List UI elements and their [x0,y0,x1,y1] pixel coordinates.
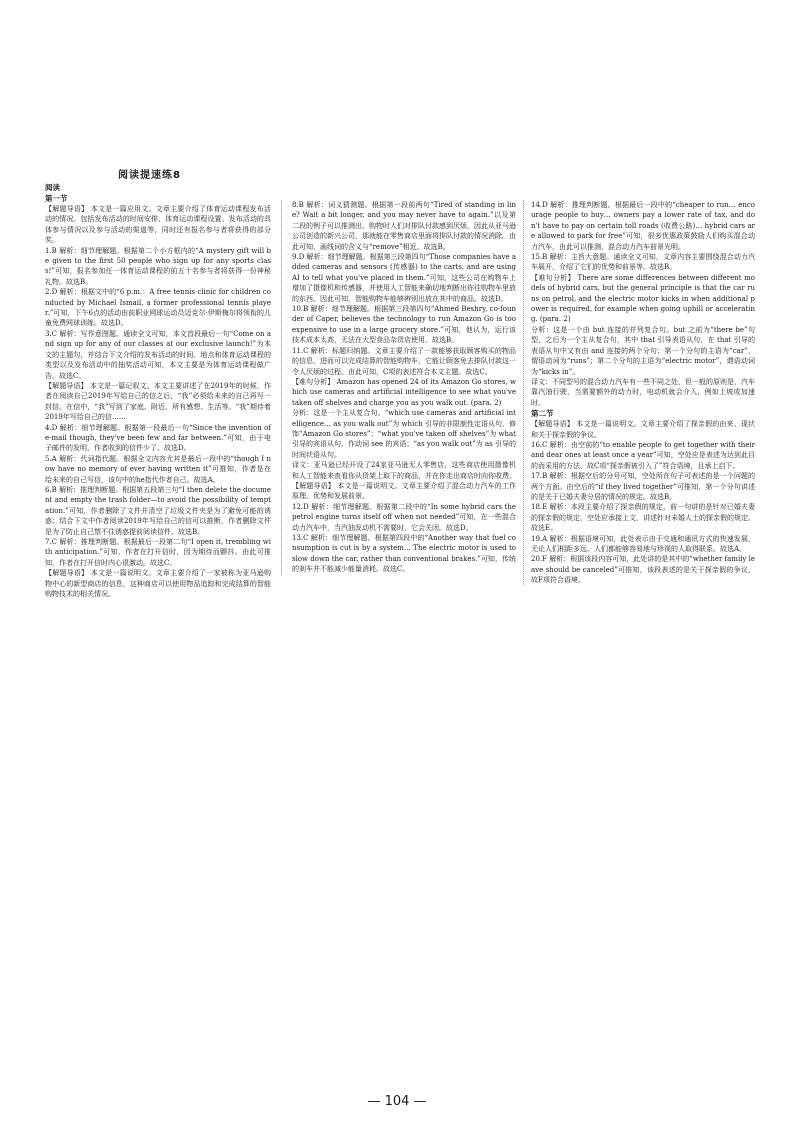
answer-paragraph: 16.C 解析：由空前的“to enable people to get together with their and dear ones at least once a year”可知，空处应是表述为达到此目的而采用的方法，故C项“探亲假被引入了”符合语境，且承上启下。 [531,440,755,470]
answer-paragraph: 5.A 解析：代词指代题。根据全文内容尤其是最后一段中的“though I now have no memory of ever having written it”可推知，作者是在给未来的自己写信，该句中的he指代作者自己。故选A。 [45,454,271,484]
part-heading: 第一节 [45,194,68,203]
answer-paragraph: 【难句分析】 There are some differences between different models of hybrid cars, but the general principle is that the car runs on petrol, and the electric motor kicks in when additional power is required, for example when going uphill or accelerating. (para. 2) [531,273,755,324]
answer-paragraph: 8.B 解析：词义猜测题。根据第一段前两句“Tired of standing in line? Wait a bit longer, and you may never have to again.”以及第二段的例子可以推测出，购物时人们对排队付款感到厌烦，因此从亚马逊公司创造的新兴公司，那就能在零售商店里面将排队付款的情况消除。由此可知，画线词的含义与“remove”相近。故选B。 [292,201,516,251]
answer-paragraph: 12.D 解析：细节理解题。根据第二段中的“In some hybrid cars the petrol engine turns itself off when not needed”可知，在一些混合动力汽车中，当汽油发动机不需要时，它会关闭。故选D。 [292,502,516,532]
page-title: 阅读提速练8 [118,170,181,181]
answer-paragraph: 10.B 解析：细节理解题。根据第三段第四句“Ahmed Beshry, co-founder of Caper, believes the technology to run Amazon Go is too expensive to use in a large grocery store.”可知，他认为，运行该技术成本太高，无法在大型食品杂货店使用。故选B。 [292,305,516,345]
answer-paragraph: 译文：亚马逊已经开设了24家亚马逊无人零售店，这些商店使用摄像机和人工智能来查看你从货架上取下的商品，并在你走出商店时向你收费。 [292,461,516,480]
answer-paragraph: 【解题导语】 本文是一篇应用文。文章主要介绍了体育运动课程发布活动的情况。包括发布活动的时间安排、体育运动课程设置、发布活动的具体参与情况以及参与活动的渠道等，同时还有报名参与者将获得的部分奖。 [45,205,271,245]
answer-paragraph: 15.B 解析：主旨大意题。通读全文可知，文章内容主要围绕混合动力汽车展开，介绍了它们的优势和前景等。故选B。 [531,253,755,272]
page-number: — 104 — [367,1094,427,1109]
answer-paragraph: 【解题导语】 本文是一篇说明文。文章主要介绍了一家被称为亚马逊购物中心的新型商店的信息，这种商店可以使用物品追踪和完成结算的智能购物技术的相关情况。 [45,569,271,599]
column-middle [292,200,516,575]
answer-paragraph: 6.B 解析：推理判断题。根据第五段第三句“I then delete the document and empty the trash folder—to avoid the possibility of temptation.”可知，作者删除了文件并清空了垃圾文件夹是为了避免可能的诱惑；结合下文中作者阅读2019年写给自己的信可以推断，作者删除文件是为了防止自己禁不住诱惑提前阅读信件。故选B。 [45,485,271,536]
answer-paragraph: 1.B 解析：细节理解题。根据第二个小方框内的“A mystery gift will be given to the first 50 people who sign up for any sports class!”可知，报名参加任一体育运动课程的前五十名参与者将获得一份神秘礼物。故选B。 [45,246,271,286]
answer-paragraph: 【解题导语】 本文是一篇记叙文。本文主要讲述了在2019年的时候，作者在阅读自己2019年写给自己的信之后，“我”必须给未来的自己再写一封信。在信中，“我”写到了家庭、附近、所有感想、生活等。“我”期待着2019年写给自己的信…… [45,381,271,422]
answer-paragraph: 18.E 解析：本段主要介绍了探亲假的规定，前一句讲的是针对已婚夫妻的探亲假的规定，空处应承接上文，讲述针对未婚人士的探亲假的规定。故选E。 [531,503,755,533]
answer-paragraph: 译文：不同型号的混合动力汽车有一些不同之处，但一般的原则是，汽车靠汽油行驶，当需要额外的动力时，电动机就会介入，例如上坡或加速时。 [531,377,755,407]
answer-paragraph: 13.C 解析：细节理解题。根据第四段中的“Another way that fuel consumption is cut is by a system… The electric motor is used to slow down the car, rather than conventional brakes.”可知，传统的刹车并不能减少能量消耗。故选C。 [292,534,516,574]
answer-paragraph: 17.B 解析：根据空后的分号可知，空处所在句子可表述的是一个问题的两个方面。由空后的“if they lived together”可推知，第一个分句讲述的是关于已婚夫妻分居的情况的规定。故选B。 [531,472,755,501]
answer-paragraph: 9.D 解析：细节理解题。根据第三段第四句“Those companies have added cameras and sensors (传感器) to the carts, and are using AI to tell what you've placed in them.”可知，这些公司在购物车上增加了摄像机和传感器，并使用人工智能来确切地判断出你往购物车里放的东西。因此可知，智能购物车能够辨别出放在其中的商品。故选D。 [292,253,516,303]
answer-paragraph: 2.D 解析：根据文中的“6 p.m.：A free tennis clinic for children conducted by Michael Ismail, a former professional tennis player.”可知，下午6点的活动由前职业网球运动员迈克尔·伊斯梅尔将领衔的儿童免费网球训练。故选D。 [45,288,271,328]
column-right [531,200,755,586]
answer-paragraph: 分析：这是一个主从复合句。“which use cameras and artificial intelligence… as you walk out”为 which 引导的非限制性定语从句，修饰“Amazon Go stores”；“what you've taken off shelves”为 what 引导的宾语从句，作动词 see 的宾语；“as you walk out”为 as 引导的时间状语从句。 [292,409,516,459]
answer-paragraph: 【难句分析】 Amazon has opened 24 of its Amazon Go stores, which use cameras and artificial intelligence to see what you've taken off shelves and charge you as you walk out. (para. 2) [292,377,516,407]
section-heading: 阅读 [45,183,60,192]
answer-paragraph: 14.D 解析：推理判断题。根据最后一段中的“cheaper to run… encourage people to buy… owners pay a lower rate of tax, and don't have to pay on certain toll roads (收费公路)… hybrid cars are allowed to park for free”可知，很多优惠政策鼓励人们购买混合动力汽车，由此可以推测，混合动力汽车前景光明。 [531,201,755,251]
answer-paragraph: 19.A 解析：根据语境可知，此处表示由于交通和通讯方式的快速发展，无论人们相距多远，人们都能够容易地与珍视的人取得联系。故选A。 [531,534,755,553]
part-heading: 第二节 [531,409,554,419]
answer-paragraph: 3.C 解析：写作意图题。通读全文可知，本文首段最后一句“Come on and sign up for any of our classes at our exclusive launch!”为本文的主题句，并结合下文介绍的发布活动的时间、地点和体育运动课程的类型以及发布活动中的抽奖活动可知，本文主要是为体育运动课程做广告。故选C。 [45,329,271,380]
answer-paragraph: 4.D 解析：细节理解题。根据第一段最后一句“Since the invention of e-mail though, they've been few and far between.”可知，由于电子邮件的发明，作者收到的信件少了。故选D。 [45,423,271,453]
answer-paragraph: 分析：这是一个由 but 连接的并列复合句。but 之前为“there be”句型，之后为一个主从复合句，其中 that 引导表语从句，在 that 引导的表语从句中又有由 and 连接的两个分句；第一个分句的主语为“car”，谓语动词为“runs”；第二个分句的主语为“electric motor”，谓语动词为“kicks in”。 [531,325,755,376]
answer-paragraph: 11.C 解析：标题归纳题。文章主要介绍了一款能够获取顾客购买的物品的信息，进而可以完成结算的智能购物车，它能让顾客免去排队付款这一令人厌烦的过程。由此可知，C项的表述符合本文主题。故选C。 [292,346,516,376]
column-left [45,182,271,599]
answer-paragraph: 【解题导语】 本文是一篇说明文。文章主要介绍了混合动力汽车的工作原理、优势和发展前景。 [292,481,516,501]
answer-paragraph: 7.C 解析：推理判断题。根据最后一段第二句“I open it, trembling with anticipation.”可知，作者在打开信时，因为期待而颤抖。由此可推知，作者在打开信时内心很激动。故选C。 [45,538,271,567]
answer-paragraph: 20.F 解析：根据该段内容可知，此处讲的是其中的“whether family leave should be canceled”可推知，该段表述的是关于探亲假的争议，故F项符合语境。 [531,555,755,585]
answer-paragraph: 【解题导语】 本文是一篇说明文。文章主要介绍了探亲假的由来、现状和关于探亲假的争议。 [531,420,755,439]
